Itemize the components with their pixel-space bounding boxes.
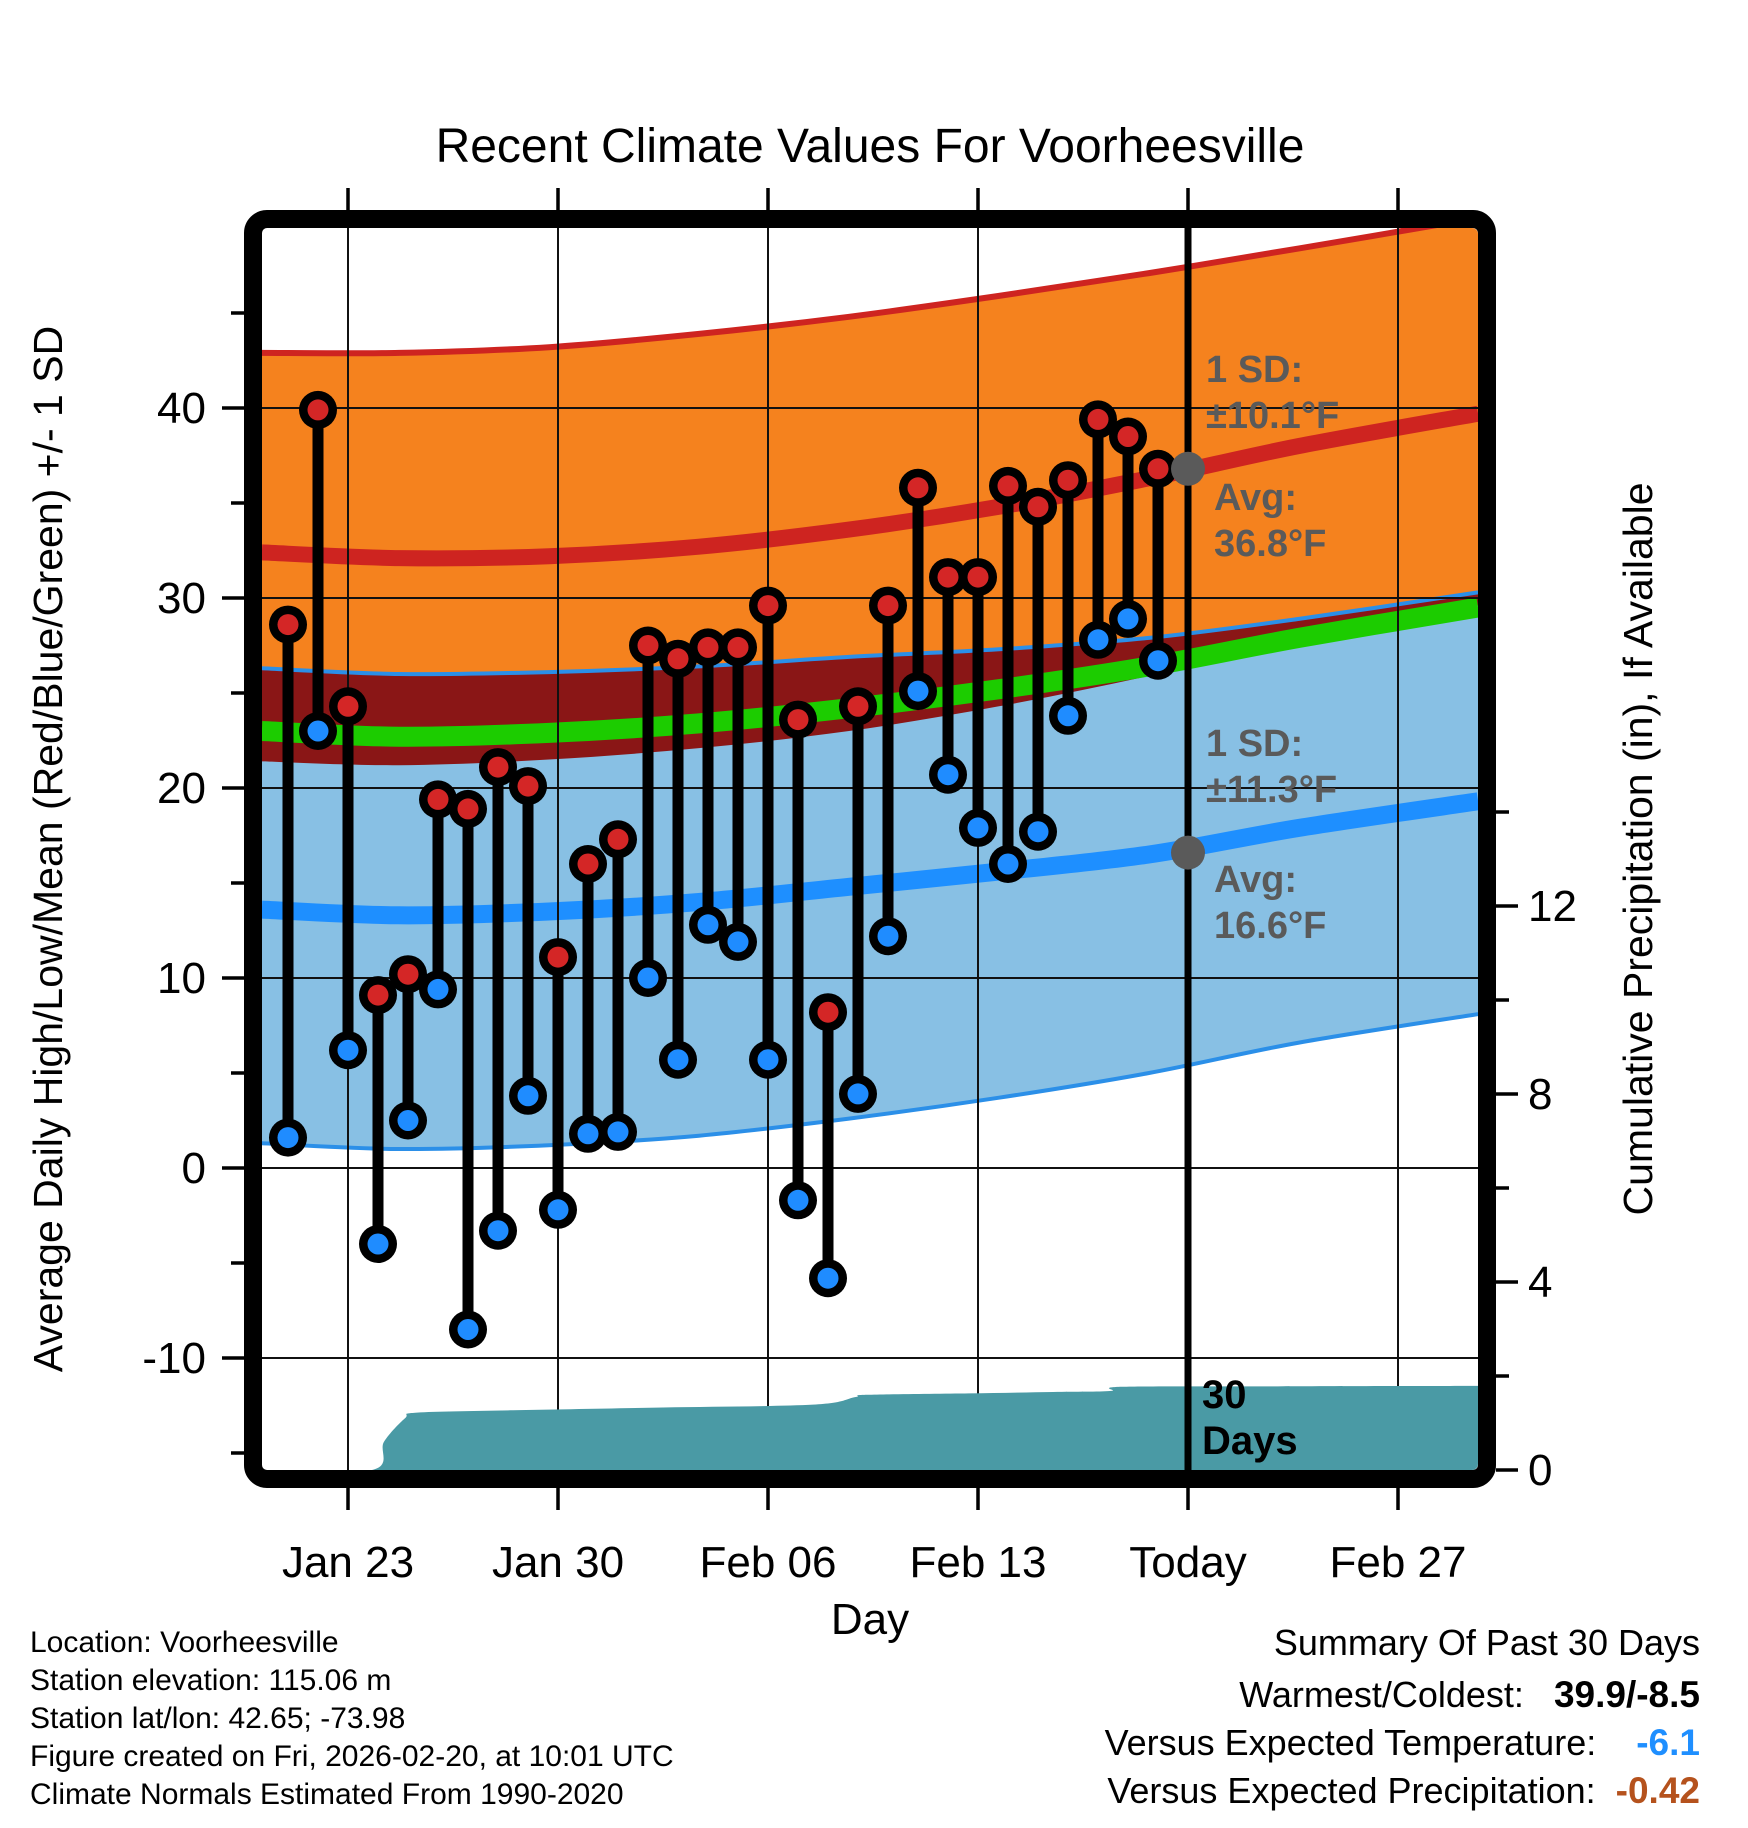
high-dot xyxy=(308,399,329,420)
y-left-tick-label: 20 xyxy=(157,764,206,813)
y-left-tick-label: -10 xyxy=(142,1334,206,1383)
avg-high-marker xyxy=(1171,452,1205,486)
low-dot xyxy=(1118,608,1139,629)
annotation-low-sd-value: ±11.3°F xyxy=(1206,769,1338,811)
y-axis-right-title: Cumulative Precipitation (in), If Available xyxy=(1615,482,1661,1216)
high-dot xyxy=(938,567,959,588)
footer-latlon: Station lat/lon: 42.65; -73.98 xyxy=(30,1702,406,1735)
low-dot xyxy=(608,1121,629,1142)
y-right-tick-label: 4 xyxy=(1528,1258,1553,1307)
high-dot xyxy=(968,567,989,588)
low-dot xyxy=(998,854,1019,875)
high-dot xyxy=(518,776,539,797)
low-dot xyxy=(578,1123,599,1144)
high-dot xyxy=(608,829,629,850)
y-left-tick-label: 0 xyxy=(181,1144,206,1193)
footer-elevation: Station elevation: 115.06 m xyxy=(30,1664,392,1697)
high-dot xyxy=(1148,458,1169,479)
annotation-30days-line1: 30 xyxy=(1202,1373,1247,1417)
avg-low-marker xyxy=(1171,836,1205,870)
high-dot xyxy=(1028,496,1049,517)
footer-normals: Climate Normals Estimated From 1990-2020 xyxy=(30,1778,624,1811)
x-tick-label: Jan 23 xyxy=(281,1538,415,1587)
high-dot xyxy=(698,637,719,658)
x-tick-label: Feb 06 xyxy=(699,1538,837,1587)
high-dot xyxy=(578,854,599,875)
annotation-low-avg-label: Avg: xyxy=(1214,859,1298,901)
chart-title: Recent Climate Values For Voorheesville xyxy=(435,120,1305,173)
y-left-tick-label: 40 xyxy=(157,384,206,433)
summary-warmest-coldest: Warmest/Coldest: 39.9/-8.5 xyxy=(1239,1674,1700,1715)
low-dot xyxy=(968,817,989,838)
low-dot xyxy=(638,968,659,989)
low-dot xyxy=(698,914,719,935)
low-dot xyxy=(1058,705,1079,726)
high-dot xyxy=(398,964,419,985)
summary-vs-precipitation: Versus Expected Precipitation: -0.42 xyxy=(1107,1770,1700,1811)
low-dot xyxy=(1088,629,1109,650)
high-dot xyxy=(338,696,359,717)
high-dot xyxy=(1118,426,1139,447)
y-left-tick-label: 10 xyxy=(157,954,206,1003)
low-dot xyxy=(398,1110,419,1131)
low-dot xyxy=(548,1199,569,1220)
low-dot xyxy=(368,1234,389,1255)
low-dot xyxy=(758,1049,779,1070)
annotation-low-avg-value: 16.6°F xyxy=(1214,905,1327,947)
y-right-tick-label: 12 xyxy=(1528,882,1577,931)
low-dot xyxy=(1028,821,1049,842)
low-dot xyxy=(728,931,749,952)
annotation-30days-line2: Days xyxy=(1202,1419,1298,1463)
high-dot xyxy=(998,475,1019,496)
low-dot xyxy=(518,1085,539,1106)
high-dot xyxy=(488,757,509,778)
summary-vs-temperature: Versus Expected Temperature: -6.1 xyxy=(1104,1722,1700,1763)
y-axis-left-title: Average Daily High/Low/Mean (Red/Blue/Green) +/- 1 SD xyxy=(25,325,71,1373)
high-dot xyxy=(878,595,899,616)
annotation-low-sd-label: 1 SD: xyxy=(1206,723,1304,765)
high-dot xyxy=(818,1002,839,1023)
high-dot xyxy=(758,595,779,616)
y-right-tick-label: 0 xyxy=(1528,1446,1553,1495)
y-left-tick-label: 30 xyxy=(157,574,206,623)
high-dot xyxy=(428,789,449,810)
high-dot xyxy=(908,477,929,498)
low-dot xyxy=(938,764,959,785)
low-dot xyxy=(338,1040,359,1061)
summary-title: Summary Of Past 30 Days xyxy=(1273,1622,1700,1663)
high-dot xyxy=(368,985,389,1006)
high-dot xyxy=(668,648,689,669)
high-dot xyxy=(788,709,809,730)
low-dot xyxy=(1148,650,1169,671)
high-dot xyxy=(1088,409,1109,430)
low-dot xyxy=(818,1268,839,1289)
low-dot xyxy=(878,926,899,947)
low-dot xyxy=(278,1127,299,1148)
low-dot xyxy=(488,1220,509,1241)
high-dot xyxy=(458,798,479,819)
annotation-high-avg-value: 36.8°F xyxy=(1214,523,1327,565)
x-tick-label: Feb 27 xyxy=(1329,1538,1467,1587)
low-dot xyxy=(668,1049,689,1070)
low-dot xyxy=(788,1190,809,1211)
low-dot xyxy=(908,681,929,702)
x-tick-label: Jan 30 xyxy=(491,1538,625,1587)
x-axis-title: Day xyxy=(830,1595,910,1644)
annotation-high-sd-value: ±10.1°F xyxy=(1206,395,1340,437)
annotation-high-sd-label: 1 SD: xyxy=(1206,349,1304,391)
high-dot xyxy=(638,635,659,656)
footer-location: Location: Voorheesville xyxy=(30,1626,339,1659)
high-dot xyxy=(548,947,569,968)
high-dot xyxy=(848,696,869,717)
y-right-tick-label: 8 xyxy=(1528,1070,1553,1119)
footer-created: Figure created on Fri, 2026-02-20, at 10:01 UTC xyxy=(30,1740,674,1773)
x-tick-label: Today xyxy=(1129,1538,1247,1587)
x-tick-label: Feb 13 xyxy=(909,1538,1047,1587)
low-dot xyxy=(848,1083,869,1104)
low-dot xyxy=(308,721,329,742)
high-dot xyxy=(1058,470,1079,491)
low-dot xyxy=(428,979,449,1000)
high-dot xyxy=(728,637,749,658)
annotation-high-avg-label: Avg: xyxy=(1214,477,1298,519)
low-dot xyxy=(458,1319,479,1340)
high-dot xyxy=(278,614,299,635)
